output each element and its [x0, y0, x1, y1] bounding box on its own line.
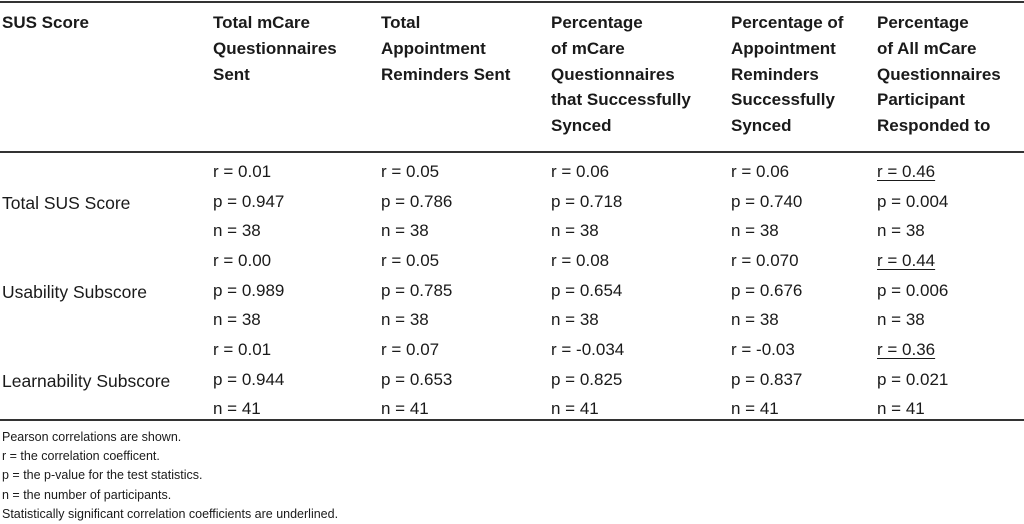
table-cell: p = 0.718 — [551, 192, 623, 211]
table-cell: p = 0.947 — [213, 192, 285, 211]
significant-coefficient: r = 0.36 — [877, 340, 936, 359]
footnote: r = the correlation coefficent. — [2, 449, 160, 464]
table-cell: r = 0.06 — [551, 162, 610, 181]
footnote: p = the p-value for the test statistics. — [2, 468, 203, 483]
significant-coefficient: r = 0.46 — [877, 162, 936, 181]
header-total-reminders-sent: Total Appointment Reminders Sent — [381, 13, 511, 84]
table-cell: n = 38 — [213, 310, 261, 329]
table-cell: n = 38 — [877, 221, 925, 240]
significant-coefficient: r = 0.44 — [877, 251, 936, 270]
header-bottom-rule — [0, 151, 1024, 153]
header-sus-score: SUS Score — [2, 13, 89, 32]
table-cell: r = 0.07 — [381, 340, 440, 359]
table-cell: n = 41 — [877, 399, 925, 418]
table-cell: r = 0.05 — [381, 251, 440, 270]
table-cell: p = 0.006 — [877, 281, 949, 300]
footnote: Pearson correlations are shown. — [2, 430, 182, 444]
header-pct-questionnaires-responded: Percentage of All mCare Questionnaires Participant Responded to — [877, 13, 1001, 136]
table-cell: p = 0.825 — [551, 370, 623, 389]
footnote: n = the number of participants. — [2, 487, 172, 502]
row-label-learnability: Learnability Subscore — [2, 371, 171, 391]
table-cell: n = 38 — [551, 221, 599, 240]
table-cell: p = 0.021 — [877, 370, 949, 389]
table-cell: p = 0.676 — [731, 281, 803, 300]
table-cell: p = 0.786 — [381, 192, 453, 211]
table-cell: p = 0.785 — [381, 281, 453, 300]
table-cell: n = 41 — [731, 399, 779, 418]
table-cell: r = 0.06 — [731, 162, 790, 181]
footnote: Statistically significant correlation coefficients are underlined. — [2, 506, 339, 521]
table-cell: n = 38 — [213, 221, 261, 240]
table-cell: r = 0.05 — [381, 162, 440, 181]
table-cell: n = 38 — [381, 310, 429, 329]
table-cell: n = 38 — [877, 310, 925, 329]
table-cell: r = -0.03 — [731, 340, 795, 359]
table-cell: r = 0.08 — [551, 251, 610, 270]
row-label-total-sus: Total SUS Score — [2, 193, 131, 213]
header-total-questionnaires-sent: Total mCare Questionnaires Sent — [213, 13, 337, 84]
table-cell: p = 0.944 — [213, 370, 285, 389]
table-cell: r = 0.01 — [213, 340, 272, 359]
table-cell: n = 38 — [381, 221, 429, 240]
table-bottom-rule — [0, 419, 1024, 421]
table-footnotes — [2, 428, 338, 524]
table-cell: n = 41 — [213, 399, 261, 418]
table-cell: r = -0.034 — [551, 340, 625, 359]
table-cell: r = 0.070 — [731, 251, 799, 270]
table-cell: p = 0.653 — [381, 370, 453, 389]
table-cell: r = 0.00 — [213, 251, 272, 270]
header-pct-reminders-synced: Percentage of Appointment Reminders Successfully Synced — [731, 13, 844, 136]
header-pct-questionnaires-synced: Percentage of mCare Questionnaires that Successfully Synced — [551, 13, 691, 136]
table-cell: r = 0.01 — [213, 162, 272, 181]
table-cell: p = 0.740 — [731, 192, 803, 211]
table-cell: p = 0.654 — [551, 281, 623, 300]
table-cell: n = 41 — [551, 399, 599, 418]
table-cell: p = 0.989 — [213, 281, 285, 300]
table-cell: n = 41 — [381, 399, 429, 418]
table-cell: n = 38 — [551, 310, 599, 329]
table-cell: p = 0.004 — [877, 192, 949, 211]
table-cell: p = 0.837 — [731, 370, 803, 389]
row-label-usability: Usability Subscore — [2, 282, 147, 302]
table-top-rule — [0, 1, 1024, 3]
table-cell: n = 38 — [731, 221, 779, 240]
table-cell: n = 38 — [731, 310, 779, 329]
